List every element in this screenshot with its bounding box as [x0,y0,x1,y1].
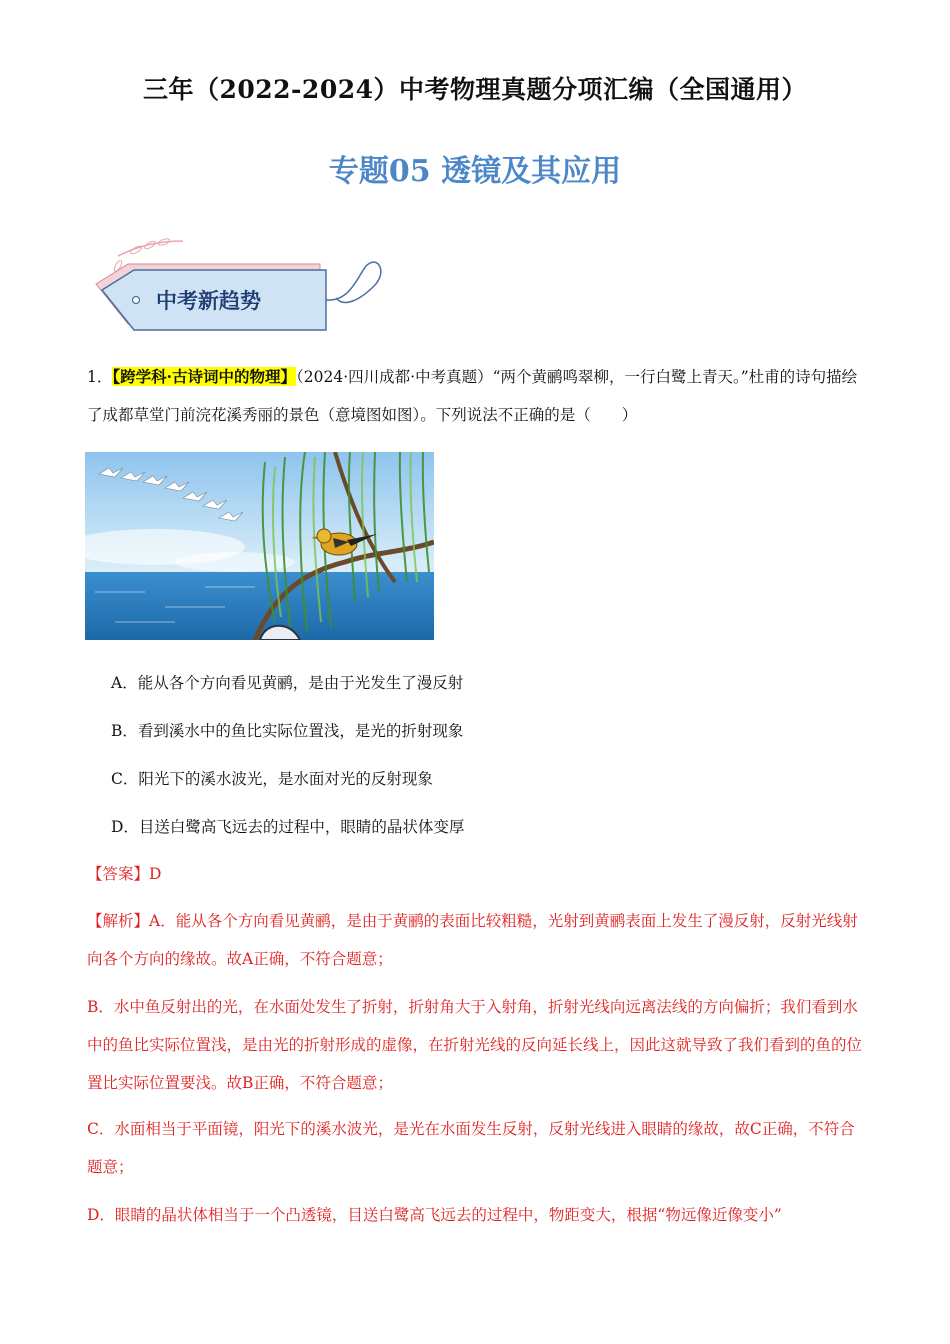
analysis-a [87,902,862,978]
document-title: 三年（2022-2024）中考物理真题分项汇编（全国通用） [142,75,808,104]
question-stem: （2024·四川成都·中考真题）“两个黄鹂鸣翠柳，一行白鹭上青天。”杜甫的诗句描绘了成都草堂门前浣花溪秀丽的景色（意境图如图）。下列说法不正确的是（ ） [87,368,858,424]
analysis-d: D．眼睛的晶状体相当于一个凸透镜，目送白鹭高飞远去的过程中，物距变大，根据“物远像近像变小” [87,1206,782,1224]
option-d: D．目送白鹭高飞远去的过程中，眼睛的晶状体变厚 [111,818,465,836]
analysis-b: B．水中鱼反射出的光，在水面处发生了折射，折射角大于入射角，折射光线向远离法线的方向偏折；我们看到水中的鱼比实际位置浅，是由光的折射形成的虚像，在折射光线的反向延长线上，因此这就导致了我们看到的鱼的位置比实际位置要浅。故B正确，不符合题意； [87,998,863,1092]
option-a: A．能从各个方向看见黄鹂，是由于光发生了漫反射 [111,674,464,692]
analysis-a-text: A．能从各个方向看见黄鹂，是由于黄鹂的表面比较粗糙，光射到黄鹂表面上发生了漫反射，反射光线射向各个方向的缘故。故A正确，不符合题意； [87,912,858,968]
answer-value: D [149,865,162,883]
section-banner [88,236,388,336]
analysis-c: C．水面相当于平面镜，阳光下的溪水波光，是光在水面发生反射，反射光线进入眼睛的缘故，故C正确，不符合题意； [87,1120,855,1176]
answer-label: 【答案】 [87,865,150,883]
question-number: 1． [87,368,113,386]
option-b: B．看到溪水中的鱼比实际位置浅，是光的折射现象 [111,722,464,740]
scene-illustration [85,452,434,640]
question-tag: 【跨学科·古诗词中的物理】 [112,367,297,386]
option-c: C．阳光下的溪水波光，是水面对光的反射现象 [111,770,433,788]
answer-line [87,862,161,884]
analysis-label: 【解析】 [87,912,150,930]
question-1 [87,358,862,434]
topic-title: 专题05 透镜及其应用 [328,154,622,189]
banner-label: 中考新趋势 [156,289,261,313]
